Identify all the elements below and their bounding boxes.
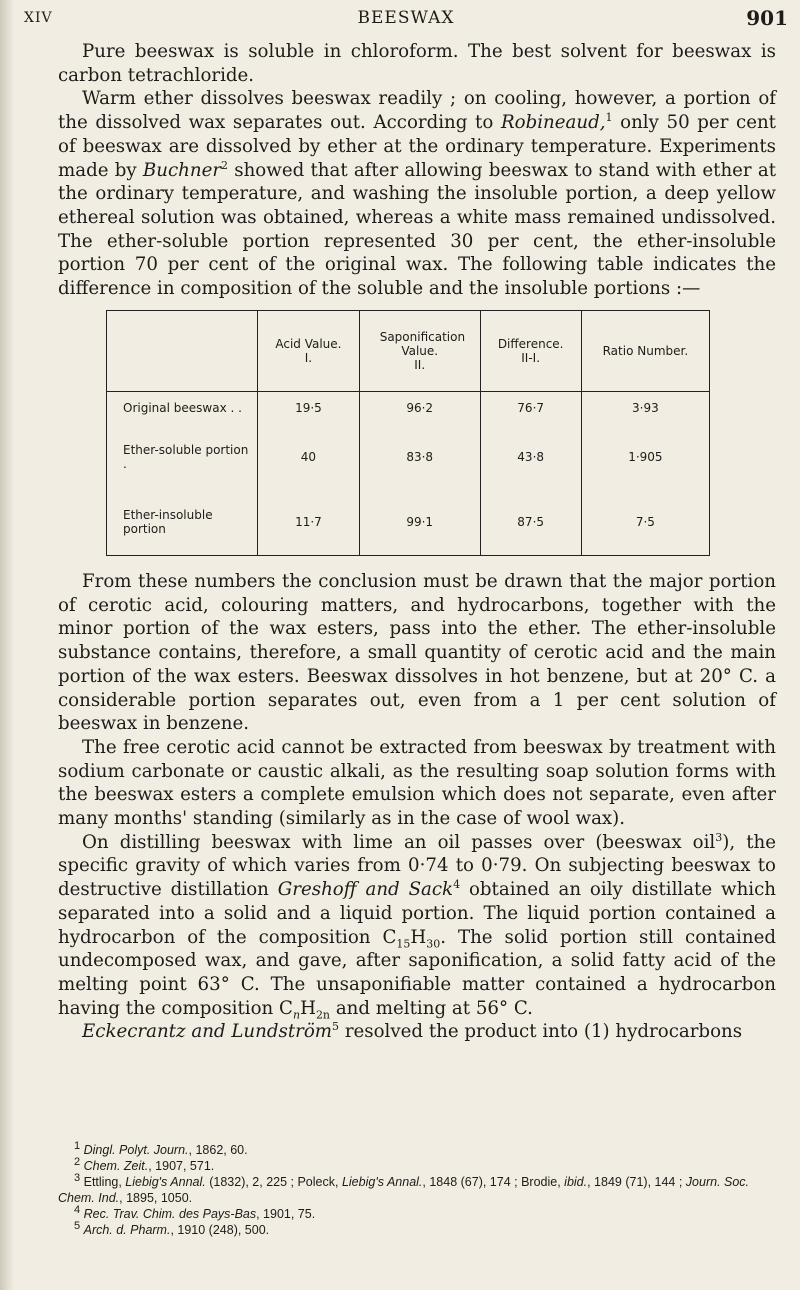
author-name: Eckecrantz and Lundström: [82, 1021, 333, 1043]
text-run: On distilling beeswax with lime an oil passes over (beeswax oil: [82, 831, 716, 853]
intro-paragraphs: [58, 40, 776, 301]
paragraph: [58, 87, 776, 300]
difference-value: 76·7: [480, 392, 581, 425]
citation-detail: , 1849 (71), 144 ;: [587, 1175, 686, 1189]
column-header: [480, 311, 581, 392]
citation-source: Arch. d. Pharm.: [83, 1223, 171, 1237]
author-name: Buchner: [142, 159, 222, 181]
acid-value: 40: [258, 425, 360, 490]
page-number: 901: [746, 6, 788, 30]
table-row: [107, 490, 710, 556]
main-paragraphs: [58, 570, 776, 1044]
footnote: [58, 1155, 776, 1174]
footnote-ref: 5: [332, 1020, 340, 1034]
citation-detail: (1832), 2, 225 ; Poleck,: [205, 1175, 342, 1189]
ratio-number: 3·93: [581, 392, 709, 425]
table-row: [107, 392, 710, 425]
citation-source: Liebig's Annal.: [125, 1175, 206, 1189]
footnote-number: 4: [74, 1203, 81, 1216]
saponification-value: 83·8: [359, 425, 480, 490]
citation-source: Journ. Soc. Chem. Ind.: [58, 1175, 750, 1205]
paragraph: [58, 831, 776, 1021]
column-header: [258, 311, 360, 392]
text-run: resolved the product into (1) hydrocarbons: [339, 1021, 743, 1043]
author-name: Greshoff and Sack: [277, 879, 454, 901]
formula-subscript: 30: [426, 937, 441, 951]
citation-detail: , 1862, 60.: [188, 1143, 248, 1157]
footnote-ref: 4: [453, 878, 461, 892]
citation-detail: Ettling,: [83, 1175, 126, 1189]
saponification-value: 99·1: [359, 490, 480, 556]
table-header-row: [107, 311, 710, 392]
text-run: obtained an oily distillate which separated into a solid and a liquid portion. The liquid portion contained a hydrocarbon of the composition C: [58, 879, 777, 948]
citation-source: Chem. Zeit.: [83, 1159, 149, 1173]
paragraph: From these numbers the conclusion must be drawn that the major portion of cerotic acid, colouring matters, and hydrocarbons, together with the minor portion of the wax esters, pass into the ether. The ether-insoluble substance contains, therefore, a small quantity of cerotic acid and the main portion of the wax esters. Beeswax dissolves in hot benzene, but at 20° C. a considerable portion separates out, even from a 1 per cent solution of beeswax in benzene.: [58, 571, 776, 735]
author-name: Robineaud,: [500, 112, 606, 134]
text-run: only 50 per cent of beeswax are dissolved by ether at the ordinary temperature. Experiments made by: [58, 112, 776, 181]
footnote: [58, 1139, 776, 1158]
row-label: Ether-insoluble portion: [123, 508, 213, 537]
paragraph: [58, 40, 776, 87]
running-header: [24, 4, 788, 34]
footnote-number: 3: [74, 1171, 81, 1184]
citation-source: Liebig's Annal.: [341, 1175, 423, 1189]
difference-value: 43·8: [480, 425, 581, 490]
header-text: Acid Value.: [275, 337, 342, 351]
citation-detail: , 1895, 1050.: [119, 1191, 193, 1205]
header-numeral: II-I.: [521, 351, 541, 365]
running-title: BEESWAX: [357, 8, 455, 28]
formula-symbol: H: [300, 997, 316, 1019]
header-text: Saponification Value.: [379, 330, 466, 358]
text-run: ), the specific gravity of which varies from 0·74 to 0·79. On subjecting beeswax to destructive distillation: [58, 831, 776, 901]
page-gutter-shadow: [0, 0, 14, 1290]
footnote-ref: 2: [221, 158, 229, 172]
footnote: [58, 1203, 776, 1222]
citation-detail: , 1848 (67), 174 ; Brodie,: [422, 1175, 565, 1189]
acid-value: 19·5: [258, 392, 360, 425]
text-run: Warm ether dissolves beeswax readily ; on cooling, however, a portion of the dissolved wax separates out. According to: [58, 88, 776, 134]
footnote-number: 2: [74, 1155, 81, 1168]
composition-table: [106, 310, 710, 556]
header-text: Ratio Number.: [602, 344, 689, 358]
citation-detail: , 1907, 571.: [148, 1159, 215, 1173]
header-text: Difference.: [497, 337, 564, 351]
paragraph: [58, 1020, 776, 1044]
citation-detail: , 1901, 75.: [256, 1207, 316, 1221]
footnote: [58, 1219, 776, 1238]
footnote-ref: 3: [715, 830, 723, 844]
footnote-ref: 1: [605, 111, 613, 125]
difference-value: 87·5: [480, 490, 581, 556]
row-label: Ether-soluble portion .: [123, 443, 249, 472]
footnote-number: 5: [74, 1219, 81, 1232]
text-run: . The solid portion still contained undecomposed wax, and gave, after saponification, a solid fatty acid of the melting point 63° C. The unsaponifiable matter contained a hydrocarbon having the composition C: [58, 926, 776, 1019]
footnote-number: 1: [74, 1139, 81, 1152]
footnote: [58, 1171, 776, 1206]
header-numeral: II.: [414, 358, 426, 372]
paragraph: The free cerotic acid cannot be extracted from beeswax by treatment with sodium carbonate or caustic alkali, as the resulting soap solution forms with the beeswax esters a complete emulsion which does not separate, even after many months' standing (similarly as in the case of wool wax).: [58, 736, 776, 830]
citation-detail: , 1910 (248), 500.: [170, 1223, 270, 1237]
formula-subscript: 15: [396, 937, 411, 951]
header-numeral: I.: [304, 351, 313, 365]
saponification-value: 96·2: [359, 392, 480, 425]
footnotes: [58, 1139, 776, 1238]
row-label: Original beeswax . .: [123, 401, 242, 416]
citation-source: Rec. Trav. Chim. des Pays-Bas: [83, 1207, 257, 1221]
formula-subscript: 2n: [315, 1008, 331, 1022]
text-run: showed that after allowing beeswax to stand with ether at the ordinary temperature, and washing the insoluble portion, a deep yellow ethereal solution was obtained, whereas a white mass remained undissolved. The ether-soluble portion represented 30 per cent, the ether-insoluble portion 70 per cent of the original wax. The following table indicates the difference in composition of the soluble and the insoluble portions :—: [58, 159, 776, 300]
row-label-header: [107, 311, 258, 392]
table-row: [107, 425, 710, 490]
column-header: [581, 311, 709, 392]
citation-source: Dingl. Polyt. Journ.: [83, 1143, 189, 1157]
ratio-number: 7·5: [581, 490, 709, 556]
text-run: Pure beeswax is soluble in chloroform. The best solvent for beeswax is carbon tetrachloride.: [58, 41, 776, 86]
ratio-number: 1·905: [581, 425, 709, 490]
chapter-number: XIV: [24, 10, 53, 26]
formula-symbol: H: [410, 926, 427, 948]
formula-subscript: n: [292, 1008, 301, 1022]
citation-source: ibid.: [564, 1175, 588, 1189]
acid-value: 11·7: [258, 490, 360, 556]
column-header: [359, 311, 480, 392]
text-run: and melting at 56° C.: [330, 997, 533, 1019]
